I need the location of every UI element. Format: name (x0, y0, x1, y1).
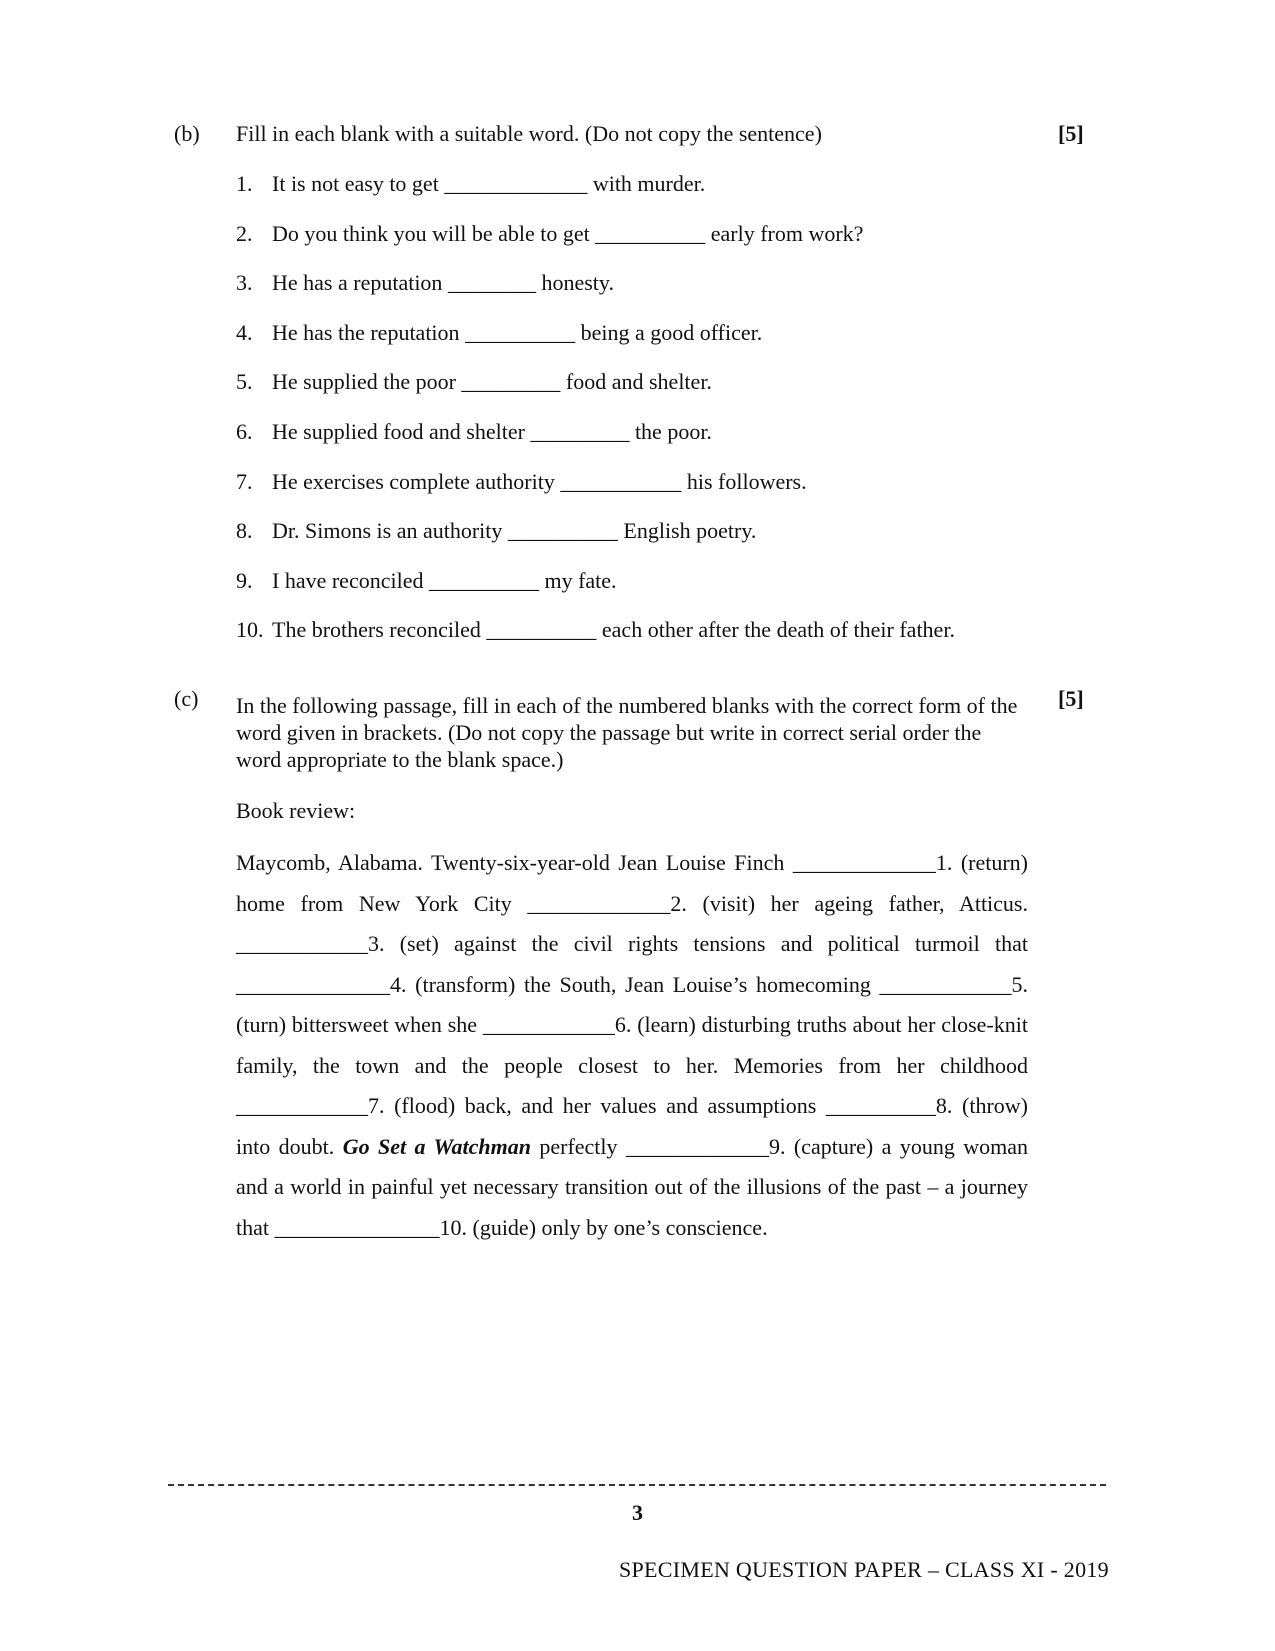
book-review-passage (236, 843, 1028, 1248)
item-text-before: He supplied food and shelter (272, 419, 525, 444)
item-text-after: the poor. (634, 419, 712, 444)
item-blank: __________ (486, 617, 597, 642)
section-c-instruction: In the following passage, fill in each of the numbered blanks with the correct form of the word given in brackets. (Do not copy the passage but write in correct serial order the word appropriate to the blank space.) (236, 693, 1018, 772)
passage-part-2: perfectly _____________9. (capture) a young woman and a world in painful yet necessary transition out of the illusions of the past – a journey that _______________10. (guide) only by one’s conscience. (236, 1133, 1029, 1240)
fill-blank-item (236, 221, 863, 247)
item-blank: ________ (447, 270, 536, 295)
item-number: 1. (236, 171, 253, 196)
item-text-before: He has a reputation (272, 270, 443, 295)
fill-blank-item (236, 568, 617, 594)
item-number: 5. (236, 369, 253, 394)
item-text-before: I have reconciled (272, 568, 424, 593)
book-title: Go Set a Watchman (342, 1133, 531, 1159)
item-number: 7. (236, 469, 253, 494)
item-text-after: with murder. (592, 171, 706, 196)
section-b-label: (b) (174, 121, 200, 146)
item-number: 2. (236, 221, 253, 246)
section-c-marks: [5] (1058, 686, 1084, 711)
item-number: 3. (236, 270, 253, 295)
footer-title: SPECIMEN QUESTION PAPER – CLASS XI - 2019 (618, 1557, 1109, 1582)
fill-blank-item (236, 369, 712, 395)
item-number: 4. (236, 320, 253, 345)
item-text-after: food and shelter. (565, 369, 712, 394)
item-number: 9. (236, 568, 253, 593)
item-text-after: early from work? (710, 221, 864, 246)
footer-dashed-divider (168, 1484, 1106, 1486)
item-text-after: honesty. (541, 270, 614, 295)
section-b-marks: [5] (1058, 121, 1084, 146)
item-blank: ___________ (560, 469, 682, 494)
item-text-after: each other after the death of their father. (601, 617, 955, 642)
fill-blank-item (236, 469, 807, 495)
section-b-instruction: Fill in each blank with a suitable word. (Do not copy the sentence) (236, 121, 822, 146)
item-text-before: The brothers reconciled (272, 617, 481, 642)
item-text-before: It is not easy to get (272, 171, 439, 196)
item-blank: __________ (507, 518, 618, 543)
item-text-after: his followers. (686, 469, 807, 494)
item-blank: __________ (428, 568, 539, 593)
item-blank: _________ (461, 369, 561, 394)
item-text-after: being a good officer. (580, 320, 763, 345)
item-text-after: my fate. (544, 568, 617, 593)
fill-blank-item (236, 419, 712, 445)
item-text-before: Do you think you will be able to get (272, 221, 590, 246)
book-review-heading: Book review: (236, 798, 356, 823)
item-text-after: English poetry. (623, 518, 757, 543)
fill-blank-item (236, 518, 756, 544)
section-c-label: (c) (174, 686, 199, 711)
item-blank: _________ (530, 419, 630, 444)
item-number: 6. (236, 419, 253, 444)
item-text-before: He supplied the poor (272, 369, 456, 394)
passage-part-1: Maycomb, Alabama. Twenty-six-year-old Jean Louise Finch _____________1. (return) home from New York City _____________2. (visit) her ageing father, Atticus. ____________3. (set) against the civil rights tensions and political turmoil that ______________4. (transform) the South, Jean Louise’s homecoming ____________5. (turn) bittersweet when she ____________6. (learn) disturbing truths about her close-knit family, the town and the people closest to her. Memories from her childhood ____________7. (flood) back, and her values and assumptions __________8. (throw) into doubt. (236, 850, 1028, 1159)
item-number: 8. (236, 518, 253, 543)
item-blank: __________ (465, 320, 576, 345)
item-number: 10. (236, 617, 264, 642)
fill-blank-item (236, 270, 614, 296)
item-text-before: He has the reputation (272, 320, 460, 345)
fill-blank-item (236, 617, 955, 643)
item-text-before: Dr. Simons is an authority (272, 518, 503, 543)
item-text-before: He exercises complete authority (272, 469, 555, 494)
fill-blank-item (236, 320, 762, 346)
item-blank: __________ (595, 221, 706, 246)
page-number: 3 (632, 1500, 643, 1525)
fill-blank-item (236, 171, 705, 197)
item-blank: _____________ (444, 171, 588, 196)
